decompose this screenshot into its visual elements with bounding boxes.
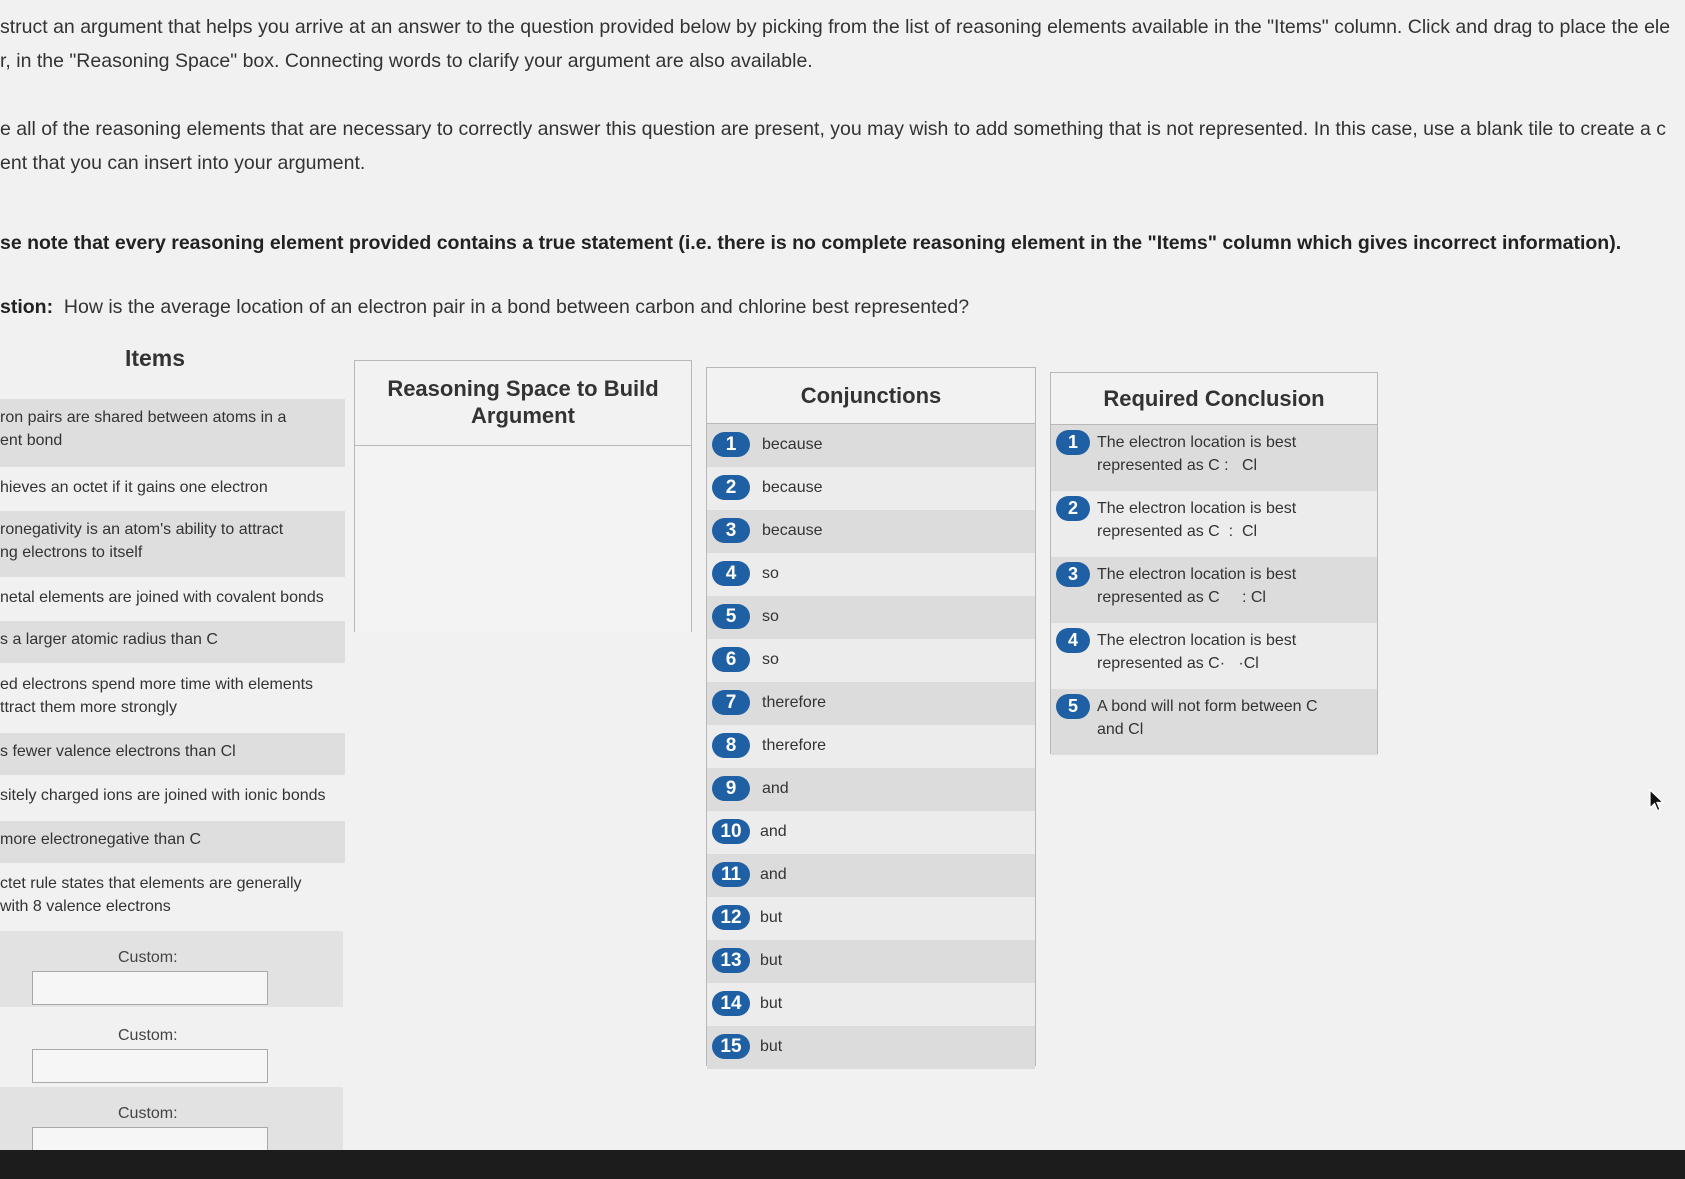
question-text: How is the average location of an electron pair in a bond between carbon and chlorine best represented? bbox=[63, 296, 970, 318]
conjunction-word: so bbox=[762, 565, 779, 582]
conclusion-text: The electron location is best bbox=[1097, 632, 1297, 649]
conclusion-text: represented as C : Cl bbox=[1097, 589, 1266, 606]
item-text: more electronegative than C bbox=[0, 831, 201, 848]
number-badge: 2 bbox=[712, 475, 750, 500]
conjunction-tile[interactable] bbox=[707, 510, 1035, 553]
custom-label: Custom: bbox=[118, 949, 178, 966]
number-badge: 5 bbox=[712, 604, 750, 629]
conjunctions-panel bbox=[706, 367, 1036, 1066]
item-text: ronegativity is an atom's ability to attract bbox=[0, 521, 284, 538]
conjunction-word: and bbox=[762, 780, 789, 797]
conclusion-text: The electron location is best bbox=[1097, 434, 1297, 451]
custom-tile[interactable] bbox=[0, 931, 343, 1007]
conjunction-word: but bbox=[760, 1038, 783, 1055]
item-tile[interactable] bbox=[0, 733, 345, 775]
item-tile[interactable] bbox=[0, 821, 345, 863]
conjunction-tile[interactable] bbox=[707, 424, 1035, 467]
conjunction-word: and bbox=[760, 866, 787, 883]
conclusion-text: A bond will not form between C bbox=[1097, 698, 1318, 715]
reasoning-space-panel bbox=[354, 360, 692, 632]
note-text: se note that every reasoning element provided contains a true statement (i.e. there is no complete reasoning element in the "Items" column which gives incorrect information). bbox=[0, 232, 1622, 254]
conjunction-word: and bbox=[760, 823, 787, 840]
question bbox=[0, 290, 1685, 324]
conjunction-word: but bbox=[760, 952, 783, 969]
number-badge: 15 bbox=[712, 1034, 750, 1059]
mouse-pointer-icon bbox=[1648, 788, 1666, 814]
custom-tile[interactable] bbox=[0, 1087, 343, 1150]
custom-input[interactable] bbox=[32, 971, 268, 1005]
item-text: with 8 valence electrons bbox=[0, 897, 171, 915]
number-badge: 13 bbox=[712, 948, 750, 973]
item-tile[interactable] bbox=[0, 865, 345, 929]
item-text: sitely charged ions are joined with ionic bonds bbox=[0, 787, 326, 804]
required-conclusion-panel bbox=[1050, 372, 1378, 754]
number-badge: 5 bbox=[1056, 694, 1090, 719]
custom-label: Custom: bbox=[118, 1027, 178, 1044]
instructions-note bbox=[0, 226, 1685, 260]
conjunctions-header: Conjunctions bbox=[707, 368, 1035, 424]
conjunction-tile[interactable] bbox=[707, 467, 1035, 510]
conjunction-tile[interactable] bbox=[707, 639, 1035, 682]
item-tile[interactable] bbox=[0, 399, 345, 467]
conjunction-tile[interactable] bbox=[707, 1026, 1035, 1069]
number-badge: 6 bbox=[712, 647, 750, 672]
item-tile[interactable] bbox=[0, 469, 345, 511]
conjunction-tile[interactable] bbox=[707, 682, 1035, 725]
item-text: ron pairs are shared between atoms in a bbox=[0, 409, 287, 426]
conclusion-text: The electron location is best bbox=[1097, 500, 1297, 517]
instructions-line: ent that you can insert into your argument. bbox=[0, 152, 366, 174]
conjunction-word: because bbox=[762, 479, 823, 496]
item-text: ctet rule states that elements are generally bbox=[0, 875, 302, 892]
number-badge: 10 bbox=[712, 819, 750, 844]
conjunction-word: so bbox=[762, 651, 779, 668]
instructions-line: e all of the reasoning elements that are necessary to correctly answer this question are present, you may wish to add something that is not represented. In this case, use a blank tile to create a c bbox=[0, 118, 1666, 140]
conjunction-tile[interactable] bbox=[707, 983, 1035, 1026]
item-text: s a larger atomic radius than C bbox=[0, 631, 218, 648]
conclusion-text: represented as C : Cl bbox=[1097, 457, 1258, 474]
instructions-paragraph-1 bbox=[0, 10, 1685, 78]
conjunction-tile[interactable] bbox=[707, 811, 1035, 854]
conjunction-tile[interactable] bbox=[707, 725, 1035, 768]
number-badge: 14 bbox=[712, 991, 750, 1016]
conclusion-tile[interactable] bbox=[1051, 425, 1377, 491]
number-badge: 4 bbox=[1056, 628, 1090, 653]
conjunction-word: but bbox=[760, 909, 783, 926]
number-badge: 2 bbox=[1056, 496, 1090, 521]
item-tile[interactable] bbox=[0, 666, 345, 730]
custom-tile[interactable] bbox=[0, 1009, 343, 1085]
item-tile[interactable] bbox=[0, 621, 345, 663]
conjunction-tile[interactable] bbox=[707, 897, 1035, 940]
item-text: ent bond bbox=[0, 431, 63, 449]
conjunction-word: but bbox=[760, 995, 783, 1012]
number-badge: 12 bbox=[712, 905, 750, 930]
required-conclusion-header: Required Conclusion bbox=[1051, 373, 1377, 425]
number-badge: 1 bbox=[1056, 430, 1090, 455]
reasoning-header-line: Reasoning Space to Build bbox=[387, 376, 659, 401]
number-badge: 9 bbox=[712, 776, 750, 801]
question-label: stion: bbox=[0, 296, 54, 318]
custom-input[interactable] bbox=[32, 1127, 268, 1150]
custom-input[interactable] bbox=[32, 1049, 268, 1083]
item-text: netal elements are joined with covalent bonds bbox=[0, 589, 324, 606]
number-badge: 3 bbox=[1056, 562, 1090, 587]
item-text: hieves an octet if it gains one electron bbox=[0, 479, 268, 496]
instructions-paragraph-2 bbox=[0, 112, 1685, 180]
number-badge: 7 bbox=[712, 690, 750, 715]
item-text: ttract them more strongly bbox=[0, 698, 177, 716]
conclusion-tile[interactable] bbox=[1051, 689, 1377, 755]
item-tile[interactable] bbox=[0, 777, 345, 819]
instructions-line: struct an argument that helps you arrive at an answer to the question provided below by picking from the list of reasoning elements available in the "Items" column. Click and drag to place the ele bbox=[0, 16, 1671, 38]
conjunction-tile[interactable] bbox=[707, 553, 1035, 596]
item-tile[interactable] bbox=[0, 511, 345, 577]
item-text: ed electrons spend more time with elements bbox=[0, 676, 314, 693]
conjunction-word: therefore bbox=[762, 737, 827, 754]
conclusion-tile[interactable] bbox=[1051, 557, 1377, 623]
number-badge: 11 bbox=[712, 862, 750, 887]
items-header: Items bbox=[124, 345, 186, 371]
instructions-line: r, in the "Reasoning Space" box. Connecting words to clarify your argument are also available. bbox=[0, 50, 813, 72]
reasoning-header-line: Argument bbox=[471, 403, 575, 428]
conjunction-tile[interactable] bbox=[707, 854, 1035, 897]
number-badge: 3 bbox=[712, 518, 750, 543]
conclusion-text: and Cl bbox=[1097, 721, 1144, 738]
conjunction-tile[interactable] bbox=[707, 596, 1035, 639]
conjunction-tile[interactable] bbox=[707, 940, 1035, 983]
number-badge: 1 bbox=[712, 432, 750, 457]
item-text: ng electrons to itself bbox=[0, 543, 143, 561]
number-badge: 8 bbox=[712, 733, 750, 758]
conjunction-word: because bbox=[762, 436, 823, 453]
custom-label: Custom: bbox=[118, 1105, 178, 1122]
conclusion-text: represented as C : Cl bbox=[1097, 523, 1258, 540]
conjunction-word: so bbox=[762, 608, 779, 625]
conjunction-word: because bbox=[762, 522, 823, 539]
item-tile[interactable] bbox=[0, 579, 345, 621]
conjunction-tile[interactable] bbox=[707, 768, 1035, 811]
conclusion-tile[interactable] bbox=[1051, 491, 1377, 557]
conclusion-text: The electron location is best bbox=[1097, 566, 1297, 583]
number-badge: 4 bbox=[712, 561, 750, 586]
conclusion-tile[interactable] bbox=[1051, 623, 1377, 689]
item-text: s fewer valence electrons than Cl bbox=[0, 743, 236, 760]
reasoning-space-header bbox=[355, 361, 691, 446]
conclusion-text: represented as C· ·Cl bbox=[1097, 655, 1259, 672]
reasoning-drop-zone[interactable] bbox=[355, 446, 691, 632]
conjunction-word: therefore bbox=[762, 694, 827, 711]
